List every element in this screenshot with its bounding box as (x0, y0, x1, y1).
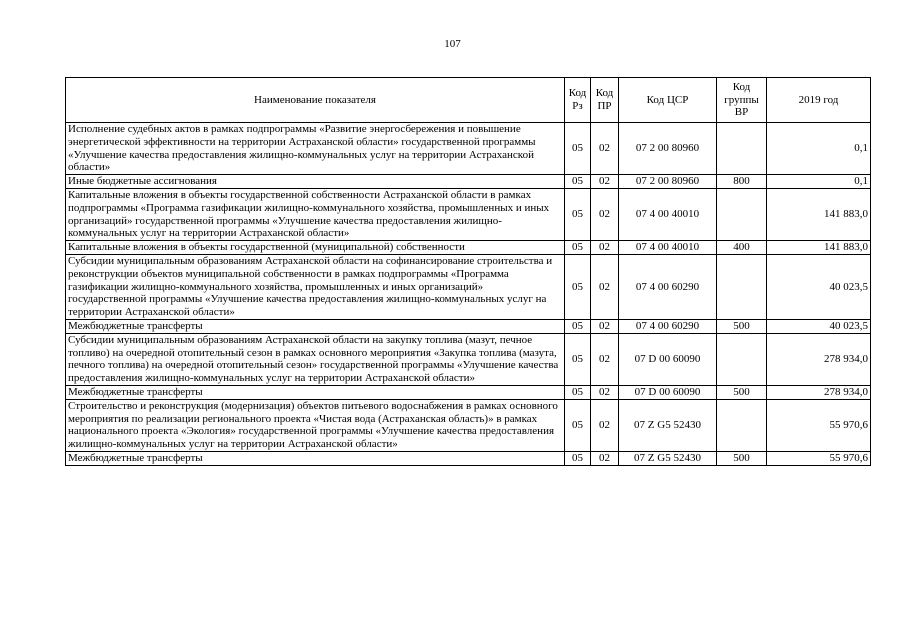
row-rz: 05 (565, 254, 591, 319)
row-csr: 07 D 00 60090 (619, 333, 717, 385)
row-vr: 800 (717, 175, 767, 189)
row-rz: 05 (565, 399, 591, 451)
row-name: Межбюджетные трансферты (66, 451, 565, 465)
row-rz: 05 (565, 241, 591, 255)
row-amount: 40 023,5 (767, 319, 871, 333)
header-vr: Код группы ВР (717, 78, 767, 123)
row-amount: 0,1 (767, 123, 871, 175)
row-csr: 07 2 00 80960 (619, 175, 717, 189)
budget-table (65, 77, 871, 466)
row-pr: 02 (591, 254, 619, 319)
table-row (66, 451, 871, 465)
row-vr: 400 (717, 241, 767, 255)
row-vr (717, 188, 767, 240)
row-amount: 141 883,0 (767, 188, 871, 240)
row-name: Иные бюджетные ассигнования (66, 175, 565, 189)
row-amount: 278 934,0 (767, 333, 871, 385)
row-amount: 55 970,6 (767, 451, 871, 465)
row-name: Исполнение судебных актов в рамках подпрограммы «Развитие энергосбережения и повышение энергетической эффективности на территории Астраханской области» государственной программы «Улучшение качества предоставления жилищно-коммунальных услуг на территории Астраханской области» (66, 123, 565, 175)
row-csr: 07 4 00 60290 (619, 254, 717, 319)
row-rz: 05 (565, 319, 591, 333)
row-vr: 500 (717, 385, 767, 399)
table-row (66, 333, 871, 385)
header-csr: Код ЦСР (619, 78, 717, 123)
row-vr (717, 333, 767, 385)
table-row (66, 385, 871, 399)
row-vr (717, 399, 767, 451)
row-name: Субсидии муниципальным образованиям Астраханской области на закупку топлива (мазут, печное топливо) на очередной отопительный сезон в рамках основного мероприятия «Закупка топлива (мазута, печного топлива) на очередной отопительный сезон» государственной программы «Улучшение качества предоставления жилищно-коммунальных услуг на территории Астраханской области» (66, 333, 565, 385)
header-name: Наименование показателя (66, 78, 565, 123)
row-csr: 07 Z G5 52430 (619, 399, 717, 451)
row-rz: 05 (565, 451, 591, 465)
row-csr: 07 Z G5 52430 (619, 451, 717, 465)
row-rz: 05 (565, 333, 591, 385)
header-year: 2019 год (767, 78, 871, 123)
table-row (66, 123, 871, 175)
row-amount: 0,1 (767, 175, 871, 189)
table-row (66, 399, 871, 451)
row-amount: 40 023,5 (767, 254, 871, 319)
row-pr: 02 (591, 451, 619, 465)
row-vr (717, 123, 767, 175)
row-pr: 02 (591, 123, 619, 175)
row-csr: 07 4 00 40010 (619, 188, 717, 240)
table-row (66, 175, 871, 189)
row-pr: 02 (591, 333, 619, 385)
row-name: Межбюджетные трансферты (66, 319, 565, 333)
table-row (66, 188, 871, 240)
header-pr: Код ПР (591, 78, 619, 123)
row-amount: 278 934,0 (767, 385, 871, 399)
row-csr: 07 4 00 60290 (619, 319, 717, 333)
table-row (66, 254, 871, 319)
row-vr: 500 (717, 319, 767, 333)
table-row (66, 241, 871, 255)
page-number: 107 (444, 38, 461, 50)
row-rz: 05 (565, 123, 591, 175)
row-name: Капитальные вложения в объекты государственной (муниципальной) собственности (66, 241, 565, 255)
row-name: Строительство и реконструкция (модернизация) объектов питьевого водоснабжения в рамках основного мероприятия по реализации регионального проекта «Чистая вода (Астраханская область)» в рамках национального проекта «Экология» государственной программы «Улучшение качества предоставления жилищно-коммунальных услуг на территории Астраханской области» (66, 399, 565, 451)
row-name: Субсидии муниципальным образованиям Астраханской области на софинансирование строительства и реконструкции объектов муниципальной собственности в рамках подпрограммы «Программа газификации жилищно-коммунального хозяйства, промышленных и иных организаций» государственной программы «Улучшение качества предоставления жилищно-коммунальных услуг на территории Астраханской области» (66, 254, 565, 319)
row-rz: 05 (565, 175, 591, 189)
table-row (66, 319, 871, 333)
header-rz: Код Рз (565, 78, 591, 123)
row-vr: 500 (717, 451, 767, 465)
row-csr: 07 D 00 60090 (619, 385, 717, 399)
row-pr: 02 (591, 385, 619, 399)
row-vr (717, 254, 767, 319)
row-csr: 07 4 00 40010 (619, 241, 717, 255)
row-amount: 141 883,0 (767, 241, 871, 255)
row-rz: 05 (565, 385, 591, 399)
table-header-row (66, 78, 871, 123)
row-pr: 02 (591, 241, 619, 255)
row-csr: 07 2 00 80960 (619, 123, 717, 175)
row-name: Межбюджетные трансферты (66, 385, 565, 399)
row-pr: 02 (591, 399, 619, 451)
row-pr: 02 (591, 175, 619, 189)
row-pr: 02 (591, 188, 619, 240)
row-amount: 55 970,6 (767, 399, 871, 451)
row-rz: 05 (565, 188, 591, 240)
row-name: Капитальные вложения в объекты государственной собственности Астраханской области в рамках подпрограммы «Программа газификации жилищно-коммунального хозяйства, промышленных и иных организаций» государственной программы «Улучшение качества предоставления жилищно-коммунальных услуг на территории Астраханской области» (66, 188, 565, 240)
row-pr: 02 (591, 319, 619, 333)
